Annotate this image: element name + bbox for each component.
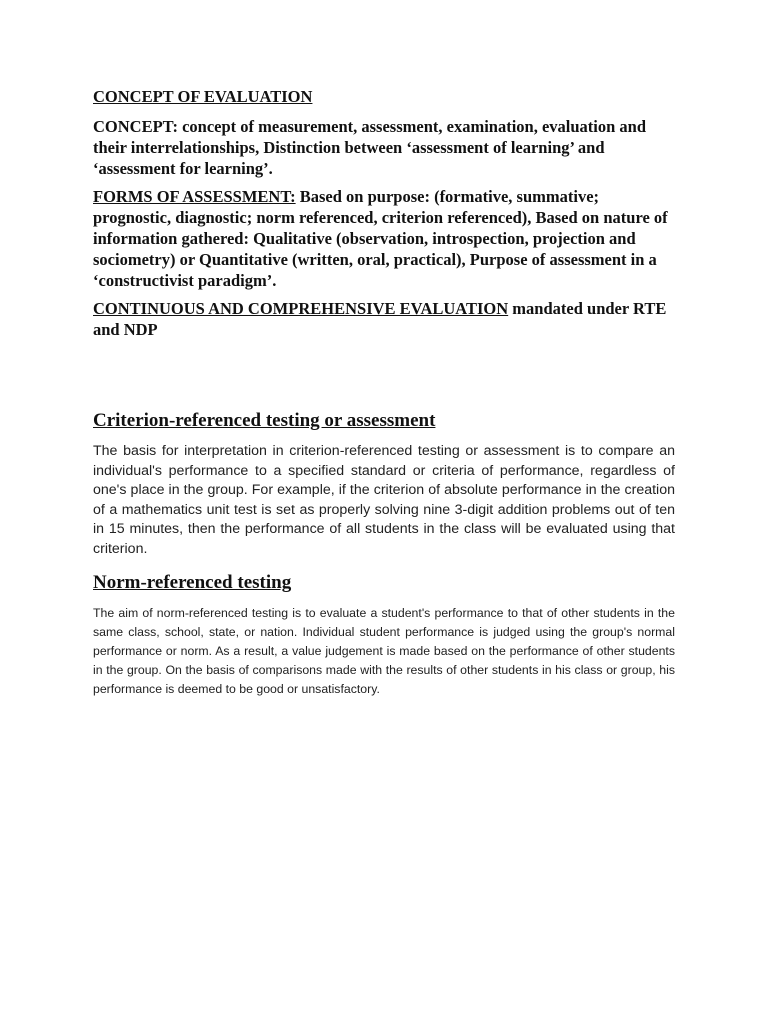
criterion-paragraph: The basis for interpretation in criterion-referenced testing or assessment is to compare an individual's performance to a specified standard or criteria of performance, regardless of one's place in the group. For example, if the criterion of absolute performance in the creation of a mathematics unit test is set as properly solving nine 3-digit addition problems out of ten in 15 minutes, then the performance of all students in the class will be evaluated using that criterion. <box>93 443 675 557</box>
criterion-heading: Criterion-referenced testing or assessment <box>93 410 436 431</box>
section-spacer <box>93 347 675 409</box>
cce-paragraph <box>93 298 675 340</box>
forms-paragraph <box>93 186 675 291</box>
forms-body: Based on purpose: (formative, summative; prognostic, diagnostic; norm referenced, criterion referenced), Based on nature of information gathered: Qualitative (observation, introspection, projection and sociometry) or Quantitative (written, oral, practical), Purpose of assessment in a ‘constructivist paradigm’. <box>93 187 668 290</box>
cce-body: mandated under RTE and NDP <box>93 299 667 339</box>
document-title: CONCEPT OF EVALUATION <box>93 87 313 106</box>
norm-paragraph: The aim of norm-referenced testing is to evaluate a student's performance to that of other students in the same class, school, state, or nation. Individual student performance is judged using the group's normal performance or norm. As a result, a value judgement is made based on the performance of other students in the group. On the basis of comparisons made with the results of other students in his class or group, his performance is deemed to be good or unsatisfactory. <box>93 605 675 697</box>
norm-heading: Norm-referenced testing <box>93 571 292 593</box>
forms-lead: FORMS OF ASSESSMENT: <box>93 187 296 206</box>
cce-lead: CONTINUOUS AND COMPREHENSIVE EVALUATION <box>93 299 509 318</box>
concept-paragraph: CONCEPT: concept of measurement, assessment, examination, evaluation and their interrelationships, Distinction between ‘assessment of learning’ and ‘assessment for learning’. <box>93 117 647 178</box>
document-content <box>93 86 675 700</box>
